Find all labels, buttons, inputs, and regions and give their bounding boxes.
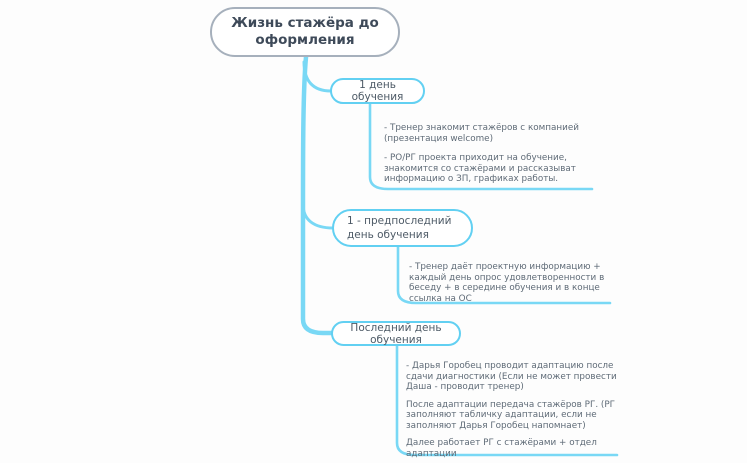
note-paragraph: После адаптации передача стажёров РГ. (РГ заполняют табличку адаптации, если не заполняют Дарья Горобец напомнает) [406, 399, 616, 431]
note-block-middle-days[interactable] [409, 262, 614, 304]
branch-line-middle [303, 204, 333, 228]
note-paragraph: - Дарья Горобец проводит адаптацию после сдачи диагностики (Если не может провести Даша - проводит тренер) [406, 361, 617, 393]
branch-node-last-day[interactable] [331, 321, 461, 346]
branch-node-day1[interactable] [330, 78, 425, 104]
branch-node-middle-days-label: 1 - предпоследний день обучения [347, 214, 452, 241]
note-paragraph: Далее работает РГ с стажёрами + отдел адаптации [406, 438, 597, 459]
root-node-label: Жизнь стажёра до оформления [231, 15, 379, 48]
branch-node-day1-label: 1 день обучения [351, 79, 404, 103]
trunk-line [303, 57, 331, 333]
note-paragraph: - Тренер даёт проектную информацию + каждый день опрос удовлетворенности в беседу + в середине обучения и в конце ссылка на ОС [409, 262, 605, 304]
note-block-day1[interactable] [384, 123, 594, 185]
root-node[interactable] [210, 7, 400, 57]
note-block-last-day[interactable] [406, 361, 620, 463]
branch-node-middle-days[interactable] [332, 209, 473, 247]
branch-node-last-day-label: Последний день обучения [350, 321, 442, 346]
note-paragraph: - Тренер знакомит стажёров с компанией (презентация welcome) [384, 123, 580, 144]
note-paragraph: - РО/РГ проекта приходит на обучение, знакомится со стажёрами и рассказыват информацию о ЗП, графиках работы. [384, 153, 576, 185]
branch-line-day1 [304, 62, 331, 91]
